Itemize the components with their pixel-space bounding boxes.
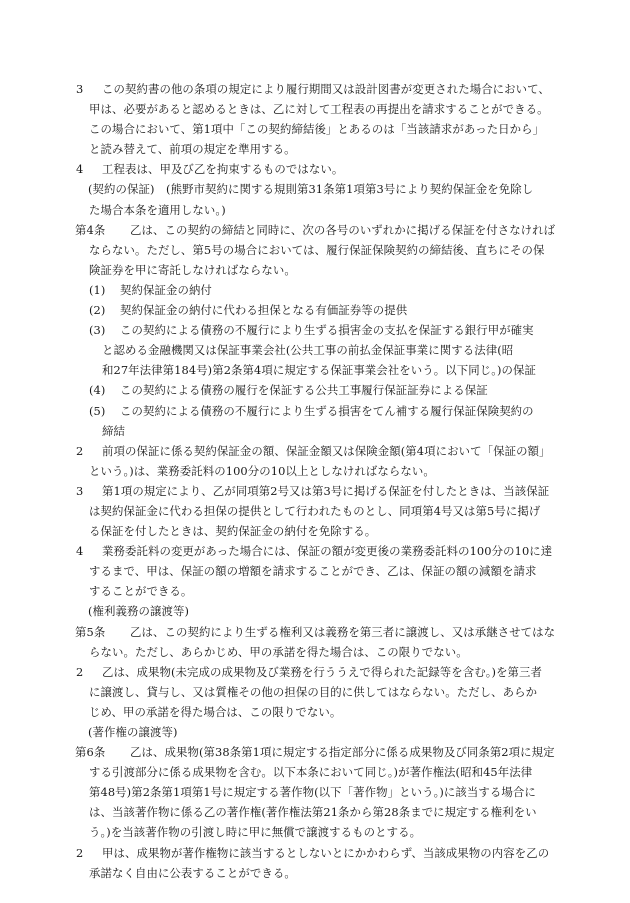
item-text: この契約による債務の不履行により生ずる損害金の支払を保証する銀行甲が確実 [120,323,534,338]
article-first-line [76,622,588,642]
paragraph-continuation [76,863,588,883]
list-item-continuation [76,360,588,380]
paragraph-first-line [76,441,588,461]
paragraph-text: する引渡部分に係る成果物を含む。以下本条において同じ。)が著作権法(昭和45年法律 [89,765,533,780]
paragraph-text: 第1項の規定により、乙が同項第2号又は第3号に掲げる保証を付したときは、当該保証 [102,483,550,498]
paragraph-number: 3 [76,82,84,96]
list-item [76,380,588,400]
paragraph-continuation [76,260,588,280]
paragraph-text: じめ、甲の承諾を得た場合は、この限りでない。 [89,704,342,719]
paragraph-continuation [76,561,588,581]
paragraph-first-line [76,541,588,561]
paragraph-continuation [76,200,588,220]
heading-text: (権利義務の譲渡等) [88,604,190,619]
paragraph-text: という。)は、業務委託料の100分の10以上としなければならない。 [89,463,435,478]
paragraph-first-line [76,79,588,99]
section-heading [76,179,588,199]
item-text: 契約保証金の納付に代わる担保となる有価証券等の提供 [120,303,408,318]
article-first-line [76,220,588,240]
paragraph-text: 第48号)第2条第1項第1号に規定する著作物(以下「著作物」という。)に該当する場合に [89,785,536,800]
paragraph-first-line [76,481,588,501]
paragraph-first-line [76,662,588,682]
paragraph-continuation [76,642,588,662]
paragraph-continuation [76,501,588,521]
paragraph-text: 前項の保証に係る契約保証金の額、保証金額又は保険金額(第4項において「保証の額」 [102,443,551,458]
section-heading [76,722,588,742]
article-text: 乙は、この契約により生ずる権利又は義務を第三者に譲渡し、又は承継させてはな [130,624,556,639]
paragraph-text: この契約書の他の条項の規定により履行期間又は設計図書が変更された場合において、 [102,82,550,96]
paragraph-continuation [76,240,588,260]
article-text: 乙は、成果物(第38条第1項に規定する指定部分に係る成果物及び同条第2項に規定 [130,745,555,760]
list-item [76,401,588,421]
paragraph-number: 3 [76,483,84,498]
paragraph-number: 2 [76,664,84,679]
paragraph-continuation [76,822,588,842]
article-number: 第6条 [75,745,106,760]
item-text: この契約による債務の履行を保証する公共工事履行保証証券による保証 [120,383,488,398]
item-number: (3) [89,323,106,338]
paragraph-text: らない。ただし、あらかじめ、甲の承諾を得た場合は、この限りでない。 [89,644,468,659]
paragraph-text: この場合において、第1項中「この契約締結後」とあるのは「当該請求があった日から」 [89,122,545,137]
item-text: 和27年法律第184号)第2条第4項に規定する保証事業会社をいう。以下同じ。)の保証 [102,363,537,378]
item-number: (2) [89,303,106,318]
item-text: 契約保証金の納付 [120,282,212,297]
paragraph-text: 承諾なく自由に公表することができる。 [89,865,296,880]
paragraph-text: は契約保証金に代わる担保の提供として行われたものとし、同項第4号又は第5号に掲げ [89,503,541,518]
paragraph-text: に譲渡し、貸与し、又は質権その他の担保の目的に供してはならない。ただし、あらか [89,684,538,699]
paragraph-text: することができる。 [89,584,193,599]
heading-text: (著作権の譲渡等) [88,725,178,739]
paragraph-text: 甲は、成果物が著作権物に該当するとしないとにかかわらず、当該成果物の内容を乙の [102,845,550,860]
paragraph-text: 工程表は、甲及び乙を拘束するものではない。 [102,162,344,177]
paragraph-text: と読み替えて、前項の規定を準用する。 [89,142,296,157]
item-number: (4) [89,383,106,398]
section-heading [76,601,588,621]
paragraph-continuation [76,682,588,702]
paragraph-number: 4 [76,162,84,177]
paragraph-continuation [76,99,588,119]
paragraph-text: は、当該著作物に係る乙の著作権(著作権法第21条から第28条までに規定する権利をい [89,805,537,820]
paragraph-text: 険証券を甲に寄託しなければならない。 [89,262,296,277]
paragraph-continuation [76,782,588,802]
paragraph-text: 業務委託料の変更があった場合には、保証の額が変更後の業務委託料の100分の10に達 [102,544,553,559]
paragraph-text: 甲は、必要があると認めるときは、乙に対して工程表の再提出を請求することができる。 [89,102,549,117]
article-text: 乙は、この契約の締結と同時に、次の各号のいずれかに掲げる保証を付さなければ [130,222,556,237]
paragraph-number: 2 [76,845,84,860]
list-item-continuation [76,340,588,360]
item-text: 締結 [102,423,125,438]
paragraph-continuation [76,581,588,601]
item-text: この契約による債務の不履行により生ずる損害をてん補する履行保証保険契約の [120,403,534,418]
article-first-line [76,742,588,762]
paragraph-continuation [76,119,588,139]
paragraph-continuation [76,139,588,159]
paragraph-text: る保証を付したときは、契約保証金の納付を免除する。 [89,524,377,539]
paragraph-continuation [76,521,588,541]
paragraph-continuation [76,762,588,782]
article-number: 第5条 [75,624,106,639]
article-number: 第4条 [75,222,106,237]
paragraph-first-line [76,159,588,179]
paragraph-text: するまで、甲は、保証の額の増額を請求することができ、乙は、保証の額の減額を請求 [89,564,537,579]
item-text: と認める金融機関又は保証事業会社(公共工事の前払金保証事業に関する法律(昭 [102,343,514,358]
paragraph-number: 4 [76,544,84,559]
paragraph-continuation [76,461,588,481]
item-number: (5) [89,403,106,418]
list-item [76,280,588,300]
paragraph-text: た場合本条を適用しない。) [89,202,226,217]
paragraph-text: 乙は、成果物(未完成の成果物及び業務を行ううえで得られた記録等を含む。)を第三者 [102,664,543,679]
paragraph-number: 2 [76,443,84,458]
paragraph-text: ならない。ただし、第5号の場合においては、履行保証保険契約の締結後、直ちにその保 [89,242,545,257]
heading-text: (契約の保証) (熊野市契約に関する規則第31条第1項第3号により契約保証金を免除し [88,182,534,197]
paragraph-continuation [76,802,588,822]
paragraph-text: う。)を当該著作物の引渡し時に甲に無償で譲渡するものとする。 [89,825,422,840]
list-item [76,300,588,320]
item-number: (1) [89,282,106,297]
paragraph-continuation [76,702,588,722]
paragraph-first-line [76,843,588,863]
list-item-continuation [76,421,588,441]
list-item [76,320,588,340]
